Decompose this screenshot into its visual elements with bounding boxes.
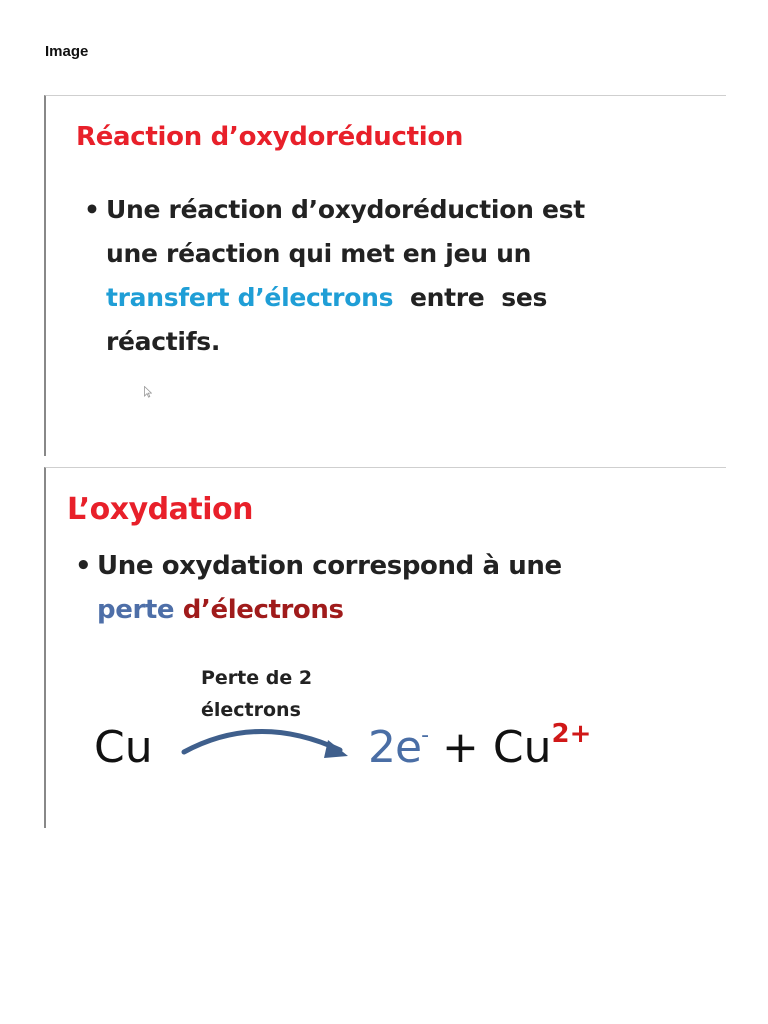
bullet-line — [84, 276, 585, 320]
slide-oxidation — [44, 467, 726, 828]
electrons-coefficient: 2e — [368, 722, 422, 773]
curved-arrow-icon — [178, 716, 356, 764]
image-heading: Image — [45, 43, 89, 60]
caption-line: Perte de 2 — [201, 667, 313, 689]
line-text: entre ses — [393, 283, 548, 312]
bullet-text — [84, 188, 585, 364]
slide-title: L’oxydation — [67, 492, 253, 527]
caption-line: électrons — [201, 699, 301, 721]
highlight-electrons: d’électrons — [174, 595, 344, 625]
bullet-line — [84, 232, 585, 276]
mouse-cursor-icon — [144, 386, 152, 398]
line-text: une réaction qui met en jeu un — [106, 239, 532, 268]
highlight-transfer-electrons: transfert d’électrons — [106, 283, 394, 312]
bullet-line — [84, 320, 585, 364]
plus-sign: + — [428, 722, 493, 773]
highlight-perte: perte — [97, 595, 175, 625]
line-text: réactifs. — [106, 327, 221, 356]
bullet-line — [84, 188, 585, 232]
line-text: Une réaction d’oxydoréduction est — [106, 195, 585, 224]
bullet-icon: • — [75, 551, 92, 581]
slide-title: Réaction d’oxydoréduction — [76, 122, 464, 152]
bullet-icon: • — [84, 195, 100, 224]
electron-charge: - — [421, 723, 429, 749]
slide-redox-definition — [44, 95, 726, 456]
oxidation-equation — [46, 468, 728, 829]
ion-charge: 2+ — [551, 719, 592, 749]
electrons-term — [368, 722, 428, 773]
reactant-cu: Cu — [94, 722, 153, 773]
product-cu-ion: Cu — [492, 722, 552, 773]
line-text: Une oxydation correspond à une — [97, 551, 562, 581]
equation-products — [368, 719, 592, 773]
